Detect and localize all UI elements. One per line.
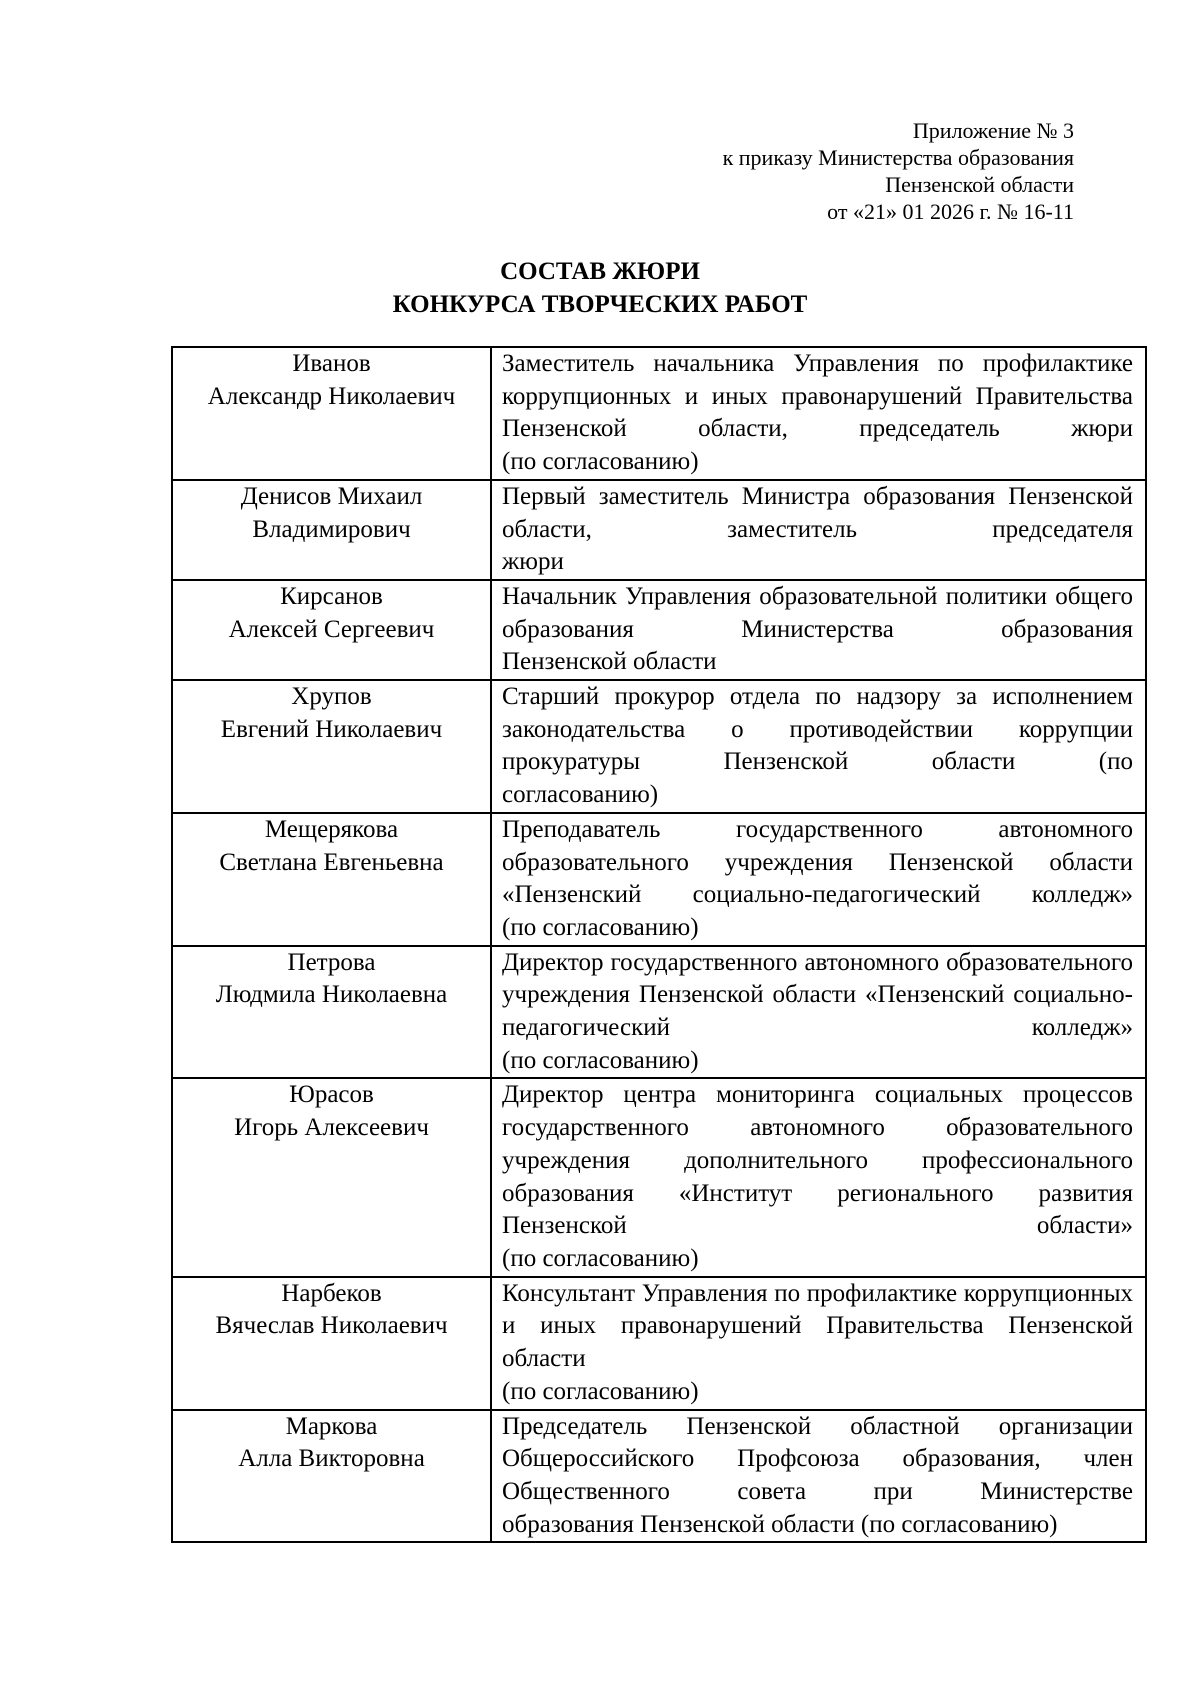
member-role-note: (по согласованию) xyxy=(502,1046,699,1074)
table-row xyxy=(172,1277,1146,1410)
member-surname: Петрова xyxy=(287,948,376,976)
member-role xyxy=(491,480,1146,580)
member-surname: Маркова xyxy=(285,1412,378,1440)
member-role-note: Пензенской области xyxy=(502,648,717,676)
member-role xyxy=(491,946,1146,1079)
member-role xyxy=(491,813,1146,946)
member-given-names: Вячеслав Николаевич xyxy=(215,1312,448,1340)
member-name xyxy=(172,347,491,480)
member-surname: Юрасов xyxy=(289,1081,374,1109)
member-role-text: Председатель Пензенской областной организации Общероссийского Профсоюза образования, член Общественного совета при Министерстве xyxy=(502,1412,1133,1505)
member-role-note: (по согласованию) xyxy=(502,1244,699,1272)
member-name xyxy=(172,1410,491,1543)
member-surname: Нарбеков xyxy=(281,1279,382,1307)
page-title xyxy=(0,255,1200,321)
member-name xyxy=(172,580,491,680)
member-given-names: Евгений Николаевич xyxy=(220,715,443,743)
member-role xyxy=(491,1277,1146,1410)
member-given-names: Игорь Алексеевич xyxy=(234,1114,429,1142)
member-name xyxy=(172,1078,491,1276)
member-role xyxy=(491,1410,1146,1543)
member-role-text: Начальник Управления образовательной политики общего образования Министерства образования xyxy=(502,582,1133,643)
title-line-1: СОСТАВ ЖЮРИ xyxy=(500,258,700,285)
member-role-text: Директор государственного автономного образовательного учреждения Пензенской области «Пензенский социально-педагогический колледж» xyxy=(502,948,1133,1042)
member-given-names: Светлана Евгеньевна xyxy=(219,848,444,876)
member-role-text: Заместитель начальника Управления по профилактике коррупционных и иных правонарушений Правительства Пензенской области, председатель жюри xyxy=(502,350,1133,443)
member-role xyxy=(491,680,1146,813)
member-role-note: (по согласованию) xyxy=(502,913,699,941)
table-row xyxy=(172,946,1146,1079)
member-role-text: Старший прокурор отдела по надзору за исполнением законодательства о противодействии коррупции прокуратуры Пензенской области (по xyxy=(502,683,1133,776)
title-line-2: КОНКУРСА ТВОРЧЕСКИХ РАБОТ xyxy=(392,291,808,318)
member-given-names: Алексей Сергеевич xyxy=(228,615,435,643)
annex-order-ref: к приказу Министерства образования xyxy=(722,145,1074,170)
member-role-note: образования Пензенской области (по согласованию) xyxy=(502,1510,1058,1538)
member-role-text: Директор центра мониторинга социальных процессов государственного автономного образовательного учреждения дополнительного профессионального образования «Институт регионального развития Пензенской области» xyxy=(502,1081,1133,1240)
annex-date-number: от «21» 01 2026 г. № 16-11 xyxy=(827,199,1074,224)
table-row xyxy=(172,1078,1146,1276)
table-row xyxy=(172,580,1146,680)
table-row xyxy=(172,680,1146,813)
member-role-text: Преподаватель государственного автономного образовательного учреждения Пензенской области «Пензенский социально-педагогический колледж» xyxy=(502,815,1133,909)
member-name xyxy=(172,946,491,1079)
member-role-note: согласованию) xyxy=(502,781,659,809)
jury-table xyxy=(171,346,1147,1543)
member-name xyxy=(172,1277,491,1410)
table-row xyxy=(172,347,1146,480)
member-role-note: (по согласованию) xyxy=(502,1377,699,1405)
member-given-names: Владимирович xyxy=(252,515,411,543)
member-surname: Хрупов xyxy=(291,683,372,711)
member-role xyxy=(491,347,1146,480)
member-name xyxy=(172,480,491,580)
annex-number: Приложение № 3 xyxy=(912,118,1074,143)
table-row xyxy=(172,480,1146,580)
member-role-text: Первый заместитель Министра образования Пензенской области, заместитель председателя xyxy=(502,482,1133,543)
member-given-names: Людмила Николаевна xyxy=(215,981,448,1009)
member-name xyxy=(172,680,491,813)
member-name xyxy=(172,813,491,946)
member-given-names: Алла Викторовна xyxy=(238,1445,425,1473)
table-row xyxy=(172,813,1146,946)
member-role-note: (по согласованию) xyxy=(502,448,699,476)
member-role-text: Консультант Управления по профилактике коррупционных и иных правонарушений Правительства Пензенской области xyxy=(502,1279,1133,1373)
member-surname: Иванов xyxy=(292,350,371,377)
member-surname: Кирсанов xyxy=(280,582,383,610)
member-surname: Денисов Михаил xyxy=(240,482,423,510)
member-role xyxy=(491,580,1146,680)
member-given-names: Александр Николаевич xyxy=(207,382,456,410)
table-row xyxy=(172,1410,1146,1543)
annex-region: Пензенской области xyxy=(885,172,1074,197)
member-role xyxy=(491,1078,1146,1276)
member-role-note: жюри xyxy=(502,548,564,576)
annex-header xyxy=(723,117,1074,225)
member-surname: Мещерякова xyxy=(264,815,399,843)
